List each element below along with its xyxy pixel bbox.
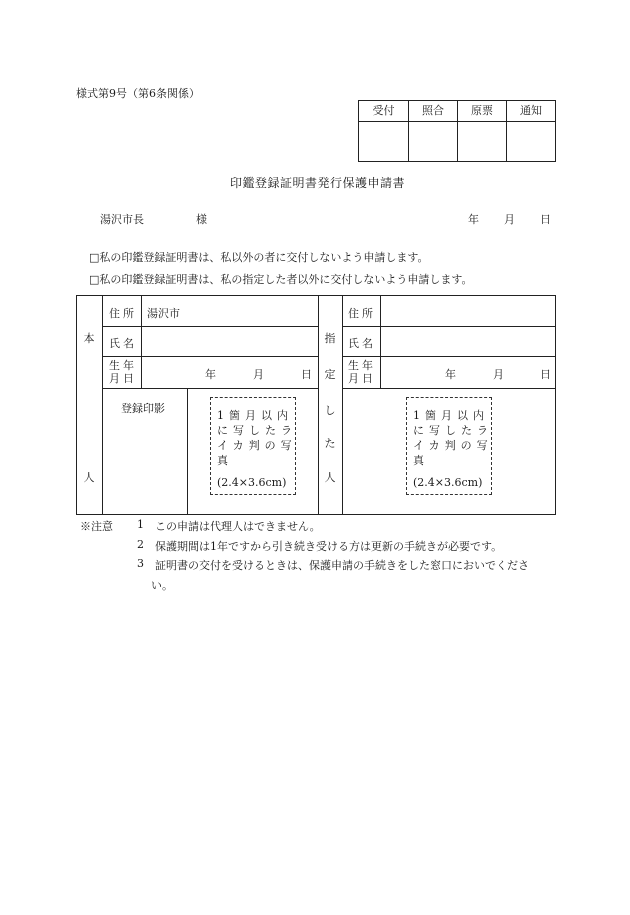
applicant-birth-day: 日 <box>301 368 312 381</box>
applicant-name-label: 氏名 <box>109 337 137 350</box>
applicant-birth-label-1: 生年 <box>109 359 137 372</box>
applicant-photo-box[interactable] <box>210 397 296 495</box>
seal-label: 登録印影 <box>121 402 165 415</box>
applicant-name-field[interactable] <box>147 331 312 351</box>
option-designated-only[interactable]: □私の印鑑登録証明書は、私の指定した者以外に交付しないよう申請します。 <box>89 273 473 286</box>
applicant-label-top: 本 <box>83 332 95 345</box>
note-2-text: 保護期間は1年ですから引き続き受ける方は更新の手続きが必要です。 <box>155 540 503 553</box>
applicant-address-value[interactable]: 湯沢市 <box>147 307 180 320</box>
designee-label-1: 指 <box>324 332 336 345</box>
designee-name-field[interactable] <box>385 331 550 351</box>
designee-label-5: 人 <box>324 471 336 484</box>
designee-label-3: し <box>324 404 336 417</box>
designee-address-label: 住所 <box>348 307 376 320</box>
stamp-table <box>358 100 556 162</box>
stamp-cell[interactable] <box>359 122 409 162</box>
applicant-label-bottom: 人 <box>83 471 95 484</box>
designee-label-4: た <box>324 437 336 450</box>
stamp-header-tsuchi: 通知 <box>507 101 555 122</box>
stamp-cell[interactable] <box>409 122 458 162</box>
designee-address-field[interactable] <box>385 301 550 321</box>
applicant-photo-instructions: 1箇月以内に写したライカ判の写真 <box>217 409 297 467</box>
stamp-cell[interactable] <box>507 122 555 162</box>
applicant-photo-size: (2.4×3.6cm) <box>217 476 287 489</box>
designee-birth-label-2: 月日 <box>348 372 376 385</box>
stamp-header-shogo: 照合 <box>409 101 458 122</box>
date-day: 日 <box>540 213 551 226</box>
stamp-header-uketsuke: 受付 <box>359 101 409 122</box>
stamp-cell[interactable] <box>458 122 507 162</box>
notes-heading: ※注意 <box>80 520 113 533</box>
note-3-continued: い。 <box>151 579 173 592</box>
option-self-only[interactable]: □私の印鑑登録証明書は、私以外の者に交付しないよう申請します。 <box>89 251 429 264</box>
designee-photo-size: (2.4×3.6cm) <box>413 476 483 489</box>
note-3-number: 3 <box>137 557 144 570</box>
form-title: 印鑑登録証明書発行保護申請書 <box>230 176 406 190</box>
designee-name-label: 氏名 <box>348 337 376 350</box>
note-1-number: 1 <box>137 518 144 531</box>
note-1-text: この申請は代理人はできません。 <box>155 520 321 533</box>
note-2-number: 2 <box>137 538 144 551</box>
date-year: 年 <box>468 213 479 226</box>
designee-birth-day: 日 <box>540 368 551 381</box>
date-month: 月 <box>504 213 515 226</box>
application-table <box>76 295 556 515</box>
honorific: 様 <box>196 213 207 226</box>
form-number: 様式第9号（第6条関係） <box>76 87 200 100</box>
applicant-birth-label-2: 月日 <box>109 372 137 385</box>
designee-label-2: 定 <box>324 368 336 381</box>
stamp-header-genpyo: 原票 <box>458 101 507 122</box>
designee-photo-box[interactable] <box>406 397 492 495</box>
applicant-birth-year: 年 <box>205 368 216 381</box>
designee-birth-month: 月 <box>493 368 504 381</box>
designee-photo-instructions: 1箇月以内に写したライカ判の写真 <box>413 409 493 467</box>
designee-birth-year: 年 <box>445 368 456 381</box>
note-3-text: 証明書の交付を受けるときは、保護申請の手続きをした窓口においでくださ <box>155 559 529 572</box>
applicant-address-label: 住所 <box>109 307 137 320</box>
applicant-birth-month: 月 <box>253 368 264 381</box>
designee-birth-label-1: 生年 <box>348 359 376 372</box>
mayor-label: 湯沢市長 <box>100 213 144 226</box>
